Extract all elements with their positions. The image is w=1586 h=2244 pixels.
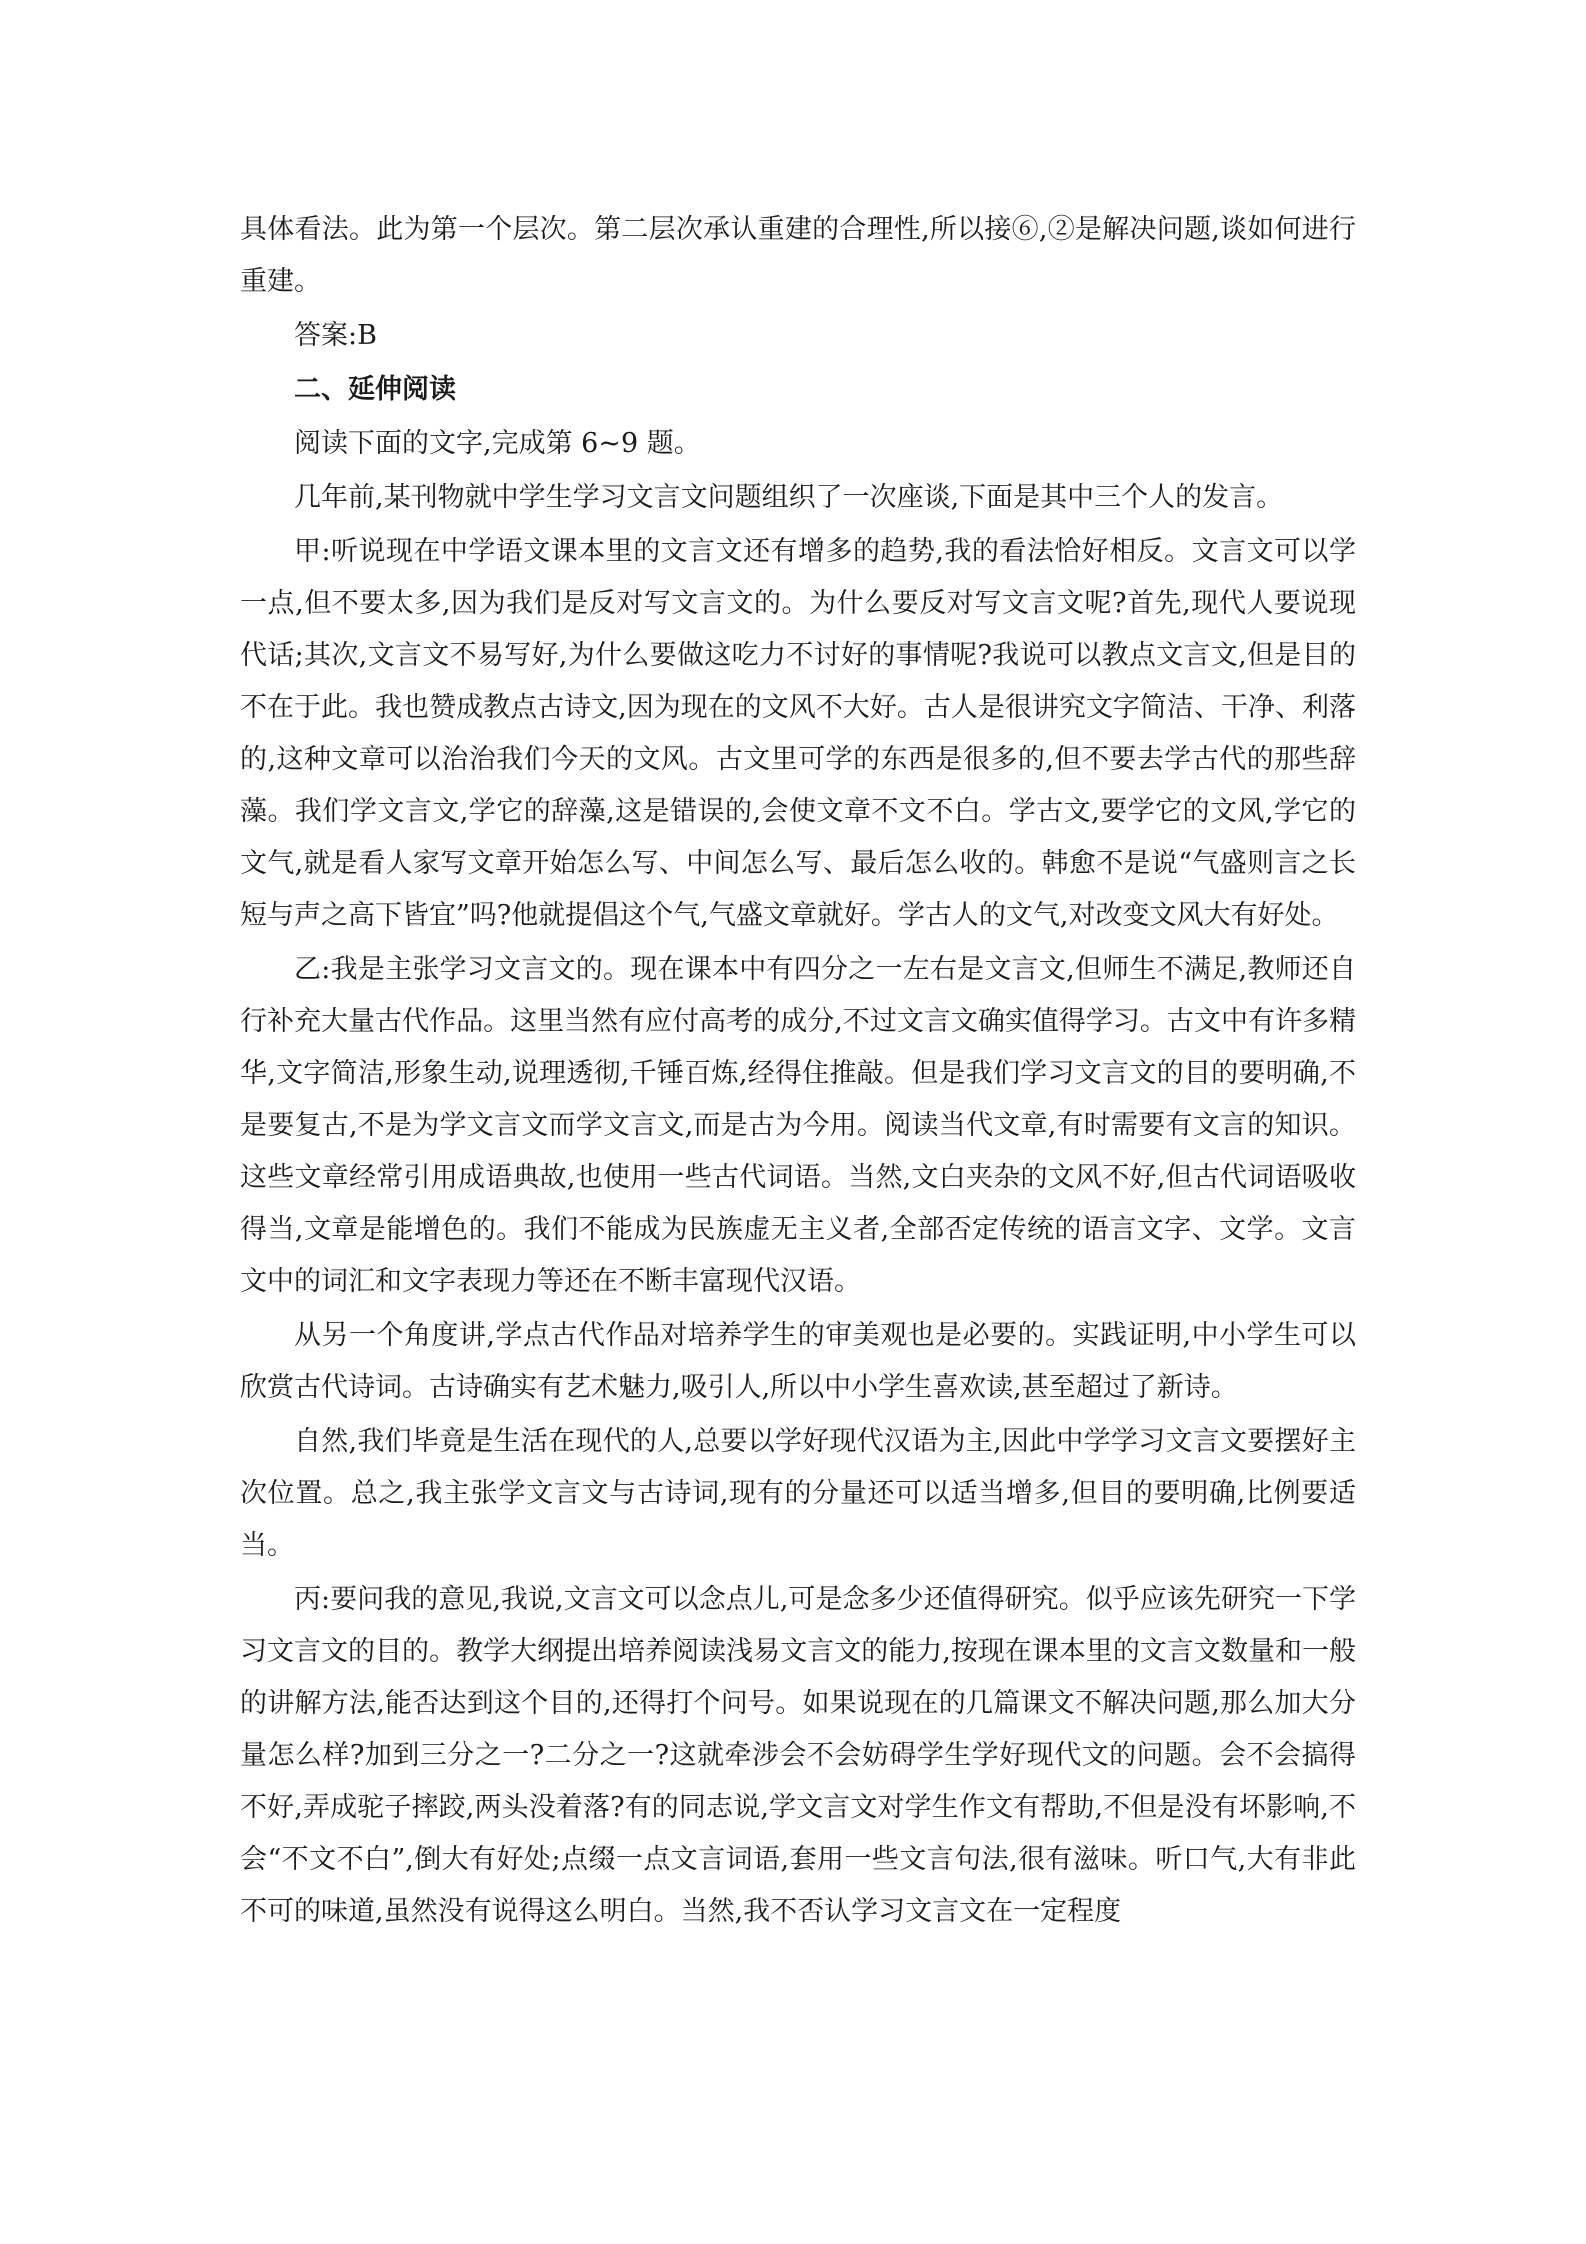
document-page bbox=[240, 204, 1356, 1938]
paragraph-continuation: 具体看法。此为第一个层次。第二层次承认重建的合理性,所以接⑥,②是解决问题,谈如何进行重建。 bbox=[240, 214, 1356, 297]
speaker-bing-paragraph: 丙:要问我的意见,我说,文言文可以念点儿,可是念多少还值得研究。似乎应该先研究一下学习文言文的目的。教学大纲提出培养阅读浅易文言文的能力,按现在课本里的文言文数量和一般的讲解方法,能否达到这个目的,还得打个问号。如果说现在的几篇课文不解决问题,那么加大分量怎么样?加到三分之一?二分之一?这就牵涉会不会妨碍学生学好现代文的问题。会不会搞得不好,弄成驼子摔跤,两头没着落?有的同志说,学文言文对学生作文有帮助,不但是没有坏影响,不会“不文不白”,倒大有好处;点缀一点文言词语,套用一些文言句法,很有滋味。听口气,大有非此不可的味道,虽然没有说得这么明白。当然,我不否认学习文言文在一定程度 bbox=[240, 1584, 1356, 1927]
speaker-jia-paragraph: 甲:听说现在中学语文课本里的文言文还有增多的趋势,我的看法恰好相反。文言文可以学一点,但不要太多,因为我们是反对写文言文的。为什么要反对写文言文呢?首先,现代人要说现代话;其次,文言文不易写好,为什么要做这吃力不讨好的事情呢?我说可以教点文言文,但是目的不在于此。我也赞成教点古诗文,因为现在的文风不大好。古人是很讲究文字简洁、干净、利落的,这种文章可以治治我们今天的文风。古文里可学的东西是很多的,但不要去学古代的那些辞藻。我们学文言文,学它的辞藻,这是错误的,会使文章不文不白。学古文,要学它的文风,学它的文气,就是看人家写文章开始怎么写、中间怎么写、最后怎么收的。韩愈不是说“气盛则言之长短与声之高下皆宜”吗?他就提倡这个气,气盛文章就好。学古人的文气,对改变文风大有好处。 bbox=[240, 536, 1356, 931]
answer-line: 答案:B bbox=[294, 320, 377, 351]
section-heading: 二、延伸阅读 bbox=[294, 374, 456, 405]
intro-paragraph: 几年前,某刊物就中学生学习文言文问题组织了一次座谈,下面是其中三个人的发言。 bbox=[294, 482, 1284, 513]
document-body bbox=[240, 204, 1356, 1938]
speaker-yi-paragraph: 乙:我是主张学习文言文的。现在课本中有四分之一左右是文言文,但师生不满足,教师还自行补充大量古代作品。这里当然有应付高考的成分,不过文言文确实值得学习。古文中有许多精华,文字简洁,形象生动,说理透彻,千锤百炼,经得住推敲。但是我们学习文言文的目的要明确,不是要复古,不是为学文言文而学文言文,而是古为今用。阅读当代文章,有时需要有文言的知识。这些文章经常引用成语典故,也使用一些古代词语。当然,文白夹杂的文风不好,但古代词语吸收得当,文章是能增色的。我们不能成为民族虚无主义者,全部否定传统的语言文字、文学。文言文中的词汇和文字表现力等还在不断丰富现代汉语。 bbox=[240, 954, 1356, 1297]
speaker-yi-paragraph-2: 从另一个角度讲,学点古代作品对培养学生的审美观也是必要的。实践证明,中小学生可以欣赏古代诗词。古诗确实有艺术魅力,吸引人,所以中小学生喜欢读,甚至超过了新诗。 bbox=[240, 1320, 1356, 1403]
speaker-yi-paragraph-3: 自然,我们毕竟是生活在现代的人,总要以学好现代汉语为主,因此中学学习文言文要摆好主次位置。总之,我主张学文言文与古诗词,现有的分量还可以适当增多,但目的要明确,比例要适当。 bbox=[240, 1426, 1356, 1561]
instruction-line: 阅读下面的文字,完成第 6~9 题。 bbox=[294, 428, 701, 459]
